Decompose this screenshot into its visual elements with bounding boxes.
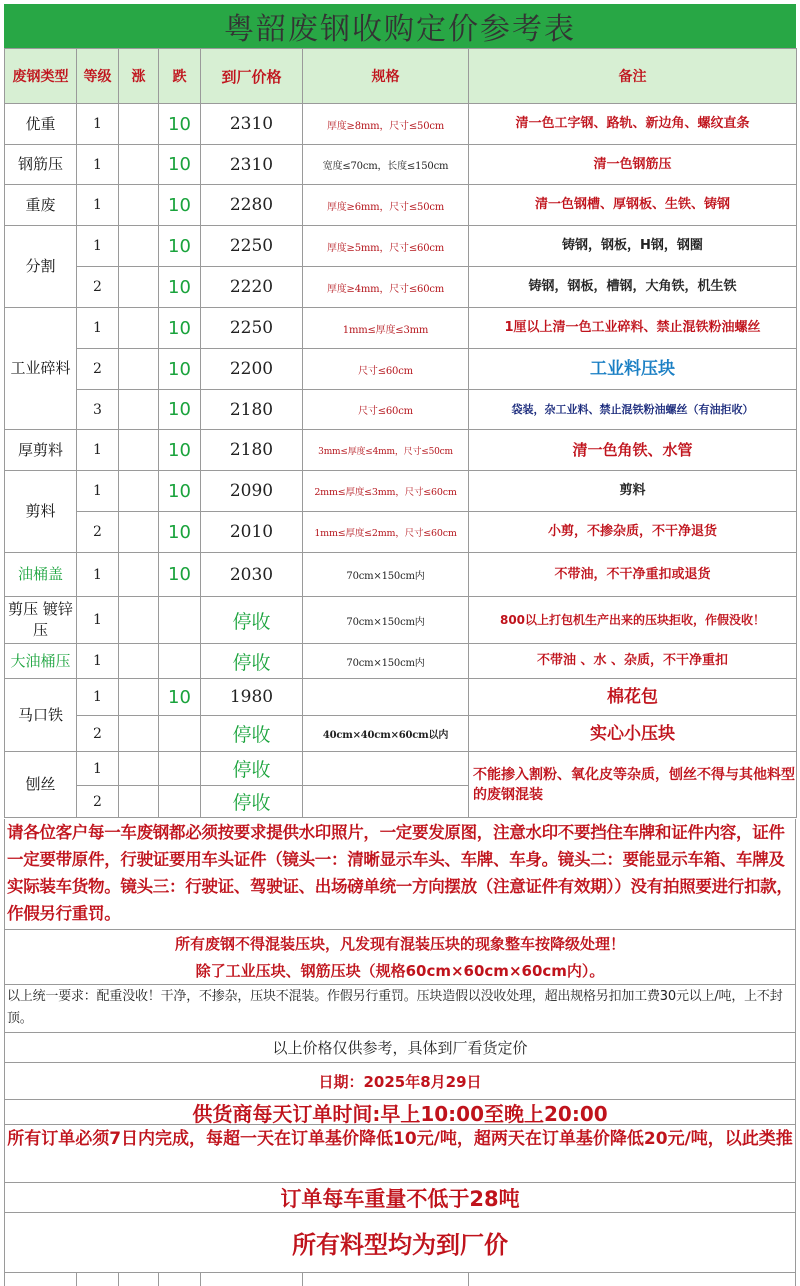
rise	[119, 390, 159, 430]
grade: 1	[77, 104, 119, 145]
order-time-notice: 供货商每天订单时间:早上10:00至晚上20:00	[4, 1100, 796, 1125]
table-row	[5, 308, 797, 349]
spec: 厚度≥5mm，尺寸≤60cm	[303, 226, 469, 267]
grade: 1	[77, 226, 119, 267]
fall	[159, 716, 201, 752]
factory-price: 2010	[201, 512, 303, 553]
min-weight-notice: 订单每车重量不低于28吨	[4, 1183, 796, 1213]
factory-price: 2310	[201, 145, 303, 185]
spec: 2mm≤厚度≤3mm，尺寸≤60cm	[303, 471, 469, 512]
table-row	[5, 597, 797, 644]
grade: 1	[77, 308, 119, 349]
fall: 10	[159, 145, 201, 185]
remark: 袋装，杂工业料、禁止混铁粉油螺丝（有油拒收）	[469, 390, 797, 430]
col-header-note: 备注	[469, 49, 797, 104]
scrap-type: 厚剪料	[5, 430, 77, 471]
spec	[303, 679, 469, 716]
factory-price: 停收	[201, 786, 303, 818]
rise	[119, 679, 159, 716]
factory-price: 2090	[201, 471, 303, 512]
spec: 70cm×150cm内	[303, 644, 469, 679]
factory-price: 2200	[201, 349, 303, 390]
rise	[119, 644, 159, 679]
scrap-type: 重废	[5, 185, 77, 226]
remark: 不能掺入割粉、氧化皮等杂质，刨丝不得与其他料型的废钢混装	[469, 752, 797, 818]
rise	[119, 267, 159, 308]
spec: 3mm≤厚度≤4mm，尺寸≤50cm	[303, 430, 469, 471]
factory-price: 2280	[201, 185, 303, 226]
remark: 工业料压块	[469, 349, 797, 390]
factory-price: 2180	[201, 390, 303, 430]
rise	[119, 349, 159, 390]
reference-notice: 以上价格仅供参考，具体到厂看货定价	[4, 1033, 796, 1063]
scrap-type: 马口铁	[5, 679, 77, 752]
factory-price: 停收	[201, 597, 303, 644]
factory-price: 停收	[201, 644, 303, 679]
remark: 小剪，不掺杂质，不干净退货	[469, 512, 797, 553]
table-row	[5, 145, 797, 185]
fall	[159, 644, 201, 679]
uniform-requirement-notice: 以上统一要求：配重没收！干净，不掺杂，压块不混装。作假另行重罚。压块造假以没收处理，超出规格另扣加工费30元以上/吨，上不封顶。	[4, 985, 796, 1033]
spec: 70cm×150cm内	[303, 597, 469, 644]
fall: 10	[159, 553, 201, 597]
remark: 铸钢，钢板，H钢，钢圈	[469, 226, 797, 267]
spec: 70cm×150cm内	[303, 553, 469, 597]
table-row	[5, 226, 797, 267]
scrap-type: 钢筋压	[5, 145, 77, 185]
scrap-type: 剪料	[5, 471, 77, 553]
factory-price: 2310	[201, 104, 303, 145]
col-header-type: 废钢类型	[5, 49, 77, 104]
table-row	[5, 185, 797, 226]
rise	[119, 752, 159, 786]
factory-price-notice: 所有料型均为到厂价	[4, 1213, 796, 1273]
fall	[159, 752, 201, 786]
factory-price: 停收	[201, 716, 303, 752]
fall: 10	[159, 430, 201, 471]
scrap-type: 油桶盖	[5, 553, 77, 597]
grade: 1	[77, 471, 119, 512]
remark: 不带油 、水 、杂质，不干净重扣	[469, 644, 797, 679]
rise	[119, 512, 159, 553]
grade: 1	[77, 679, 119, 716]
col-header-rise: 涨	[119, 49, 159, 104]
rise	[119, 716, 159, 752]
deadline-notice: 所有订单必须7日内完成，每超一天在订单基价降低10元/吨，超两天在订单基价降低20元/吨，以此类推	[4, 1125, 796, 1183]
col-header-price: 到厂价格	[201, 49, 303, 104]
fall	[159, 597, 201, 644]
table-row	[5, 267, 797, 308]
remark: 清一色角铁、水管	[469, 430, 797, 471]
mixed-bale-notice	[4, 930, 796, 985]
scrap-type: 刨丝	[5, 752, 77, 818]
spec: 1mm≤厚度≤2mm，尺寸≤60cm	[303, 512, 469, 553]
remark: 铸钢，钢板，槽钢，大角铁，机生铁	[469, 267, 797, 308]
factory-price: 2180	[201, 430, 303, 471]
rise	[119, 471, 159, 512]
table-row	[5, 471, 797, 512]
remark: 清一色钢筋压	[469, 145, 797, 185]
table-row	[5, 716, 797, 752]
grade: 1	[77, 430, 119, 471]
factory-price: 2250	[201, 226, 303, 267]
grade: 2	[77, 786, 119, 818]
grade: 1	[77, 145, 119, 185]
remark: 清一色工字钢、路轨、新边角、螺纹直条	[469, 104, 797, 145]
scrap-type: 剪压 镀锌压	[5, 597, 77, 644]
factory-price: 2250	[201, 308, 303, 349]
spec: 尺寸≤60cm	[303, 390, 469, 430]
col-header-spec: 规格	[303, 49, 469, 104]
grade: 2	[77, 267, 119, 308]
table-row	[5, 679, 797, 716]
grade: 1	[77, 185, 119, 226]
remark: 棉花包	[469, 679, 797, 716]
spec: 厚度≥8mm，尺寸≤50cm	[303, 104, 469, 145]
col-header-fall: 跌	[159, 49, 201, 104]
rise	[119, 553, 159, 597]
spec: 1mm≤厚度≤3mm	[303, 308, 469, 349]
factory-price: 1980	[201, 679, 303, 716]
table-row	[5, 512, 797, 553]
table-row	[5, 430, 797, 471]
table-row	[5, 644, 797, 679]
fall: 10	[159, 185, 201, 226]
spec: 厚度≥6mm，尺寸≤50cm	[303, 185, 469, 226]
fall: 10	[159, 679, 201, 716]
table-row	[5, 349, 797, 390]
factory-price: 2030	[201, 553, 303, 597]
price-table	[4, 48, 797, 818]
fall	[159, 786, 201, 818]
table-row	[5, 390, 797, 430]
remark: 1厘以上清一色工业碎料、禁止混铁粉油螺丝	[469, 308, 797, 349]
col-header-level: 等级	[77, 49, 119, 104]
grade: 1	[77, 752, 119, 786]
grade: 2	[77, 349, 119, 390]
photo-requirement-notice: 请各位客户每一车废钢都必须按要求提供水印照片，一定要发原图，注意水印不要挡住车牌和证件内容，证件一定要带原件，行驶证要用车头证件（镜头一：清晰显示车头、车牌、车身。镜头二：要能显示车箱、车牌及实际装车货物。镜头三：行驶证、驾驶证、出场磅单统一方向摆放（注意证件有效期））没有拍照要进行扣款，作假另行重罚。	[4, 819, 796, 930]
rise	[119, 145, 159, 185]
table-header-row	[5, 49, 797, 104]
date-label: 日期：2025年8月29日	[4, 1063, 796, 1100]
remark: 剪料	[469, 471, 797, 512]
factory-price: 2220	[201, 267, 303, 308]
spec: 尺寸≤60cm	[303, 349, 469, 390]
fall: 10	[159, 308, 201, 349]
table-bottom-stub	[4, 1273, 796, 1286]
fall: 10	[159, 390, 201, 430]
table-row	[5, 104, 797, 145]
grade: 1	[77, 644, 119, 679]
scrap-type: 大油桶压	[5, 644, 77, 679]
fall: 10	[159, 512, 201, 553]
grade: 2	[77, 716, 119, 752]
remark: 实心小压块	[469, 716, 797, 752]
mixed-bale-line-2: 除了工业压块、钢筋压块（规格60cm×60cm×60cm内）。	[195, 962, 605, 980]
grade: 1	[77, 553, 119, 597]
spec: 厚度≥4mm，尺寸≤60cm	[303, 267, 469, 308]
fall: 10	[159, 226, 201, 267]
fall: 10	[159, 267, 201, 308]
mixed-bale-line-1: 所有废钢不得混装压块，凡发现有混装压块的现象整车按降级处理！	[174, 935, 625, 953]
spec: 40cm×40cm×60cm以内	[303, 716, 469, 752]
rise	[119, 185, 159, 226]
rise	[119, 104, 159, 145]
rise	[119, 308, 159, 349]
remark: 清一色钢槽、厚钢板、生铁、铸钢	[469, 185, 797, 226]
rise	[119, 430, 159, 471]
fall: 10	[159, 471, 201, 512]
rise	[119, 597, 159, 644]
scrap-type: 优重	[5, 104, 77, 145]
grade: 3	[77, 390, 119, 430]
spec: 宽度≤70cm，长度≤150cm	[303, 145, 469, 185]
spec	[303, 786, 469, 818]
factory-price: 停收	[201, 752, 303, 786]
scrap-type: 工业碎料	[5, 308, 77, 430]
table-row	[5, 752, 797, 786]
sheet-title: 粤韶废钢收购定价参考表	[4, 4, 796, 48]
remark: 不带油，不干净重扣或退货	[469, 553, 797, 597]
table-row	[5, 553, 797, 597]
grade: 2	[77, 512, 119, 553]
fall: 10	[159, 104, 201, 145]
scrap-type: 分割	[5, 226, 77, 308]
rise	[119, 226, 159, 267]
grade: 1	[77, 597, 119, 644]
spec	[303, 752, 469, 786]
remark: 800以上打包机生产出来的压块拒收，作假没收！	[469, 597, 797, 644]
rise	[119, 786, 159, 818]
fall: 10	[159, 349, 201, 390]
